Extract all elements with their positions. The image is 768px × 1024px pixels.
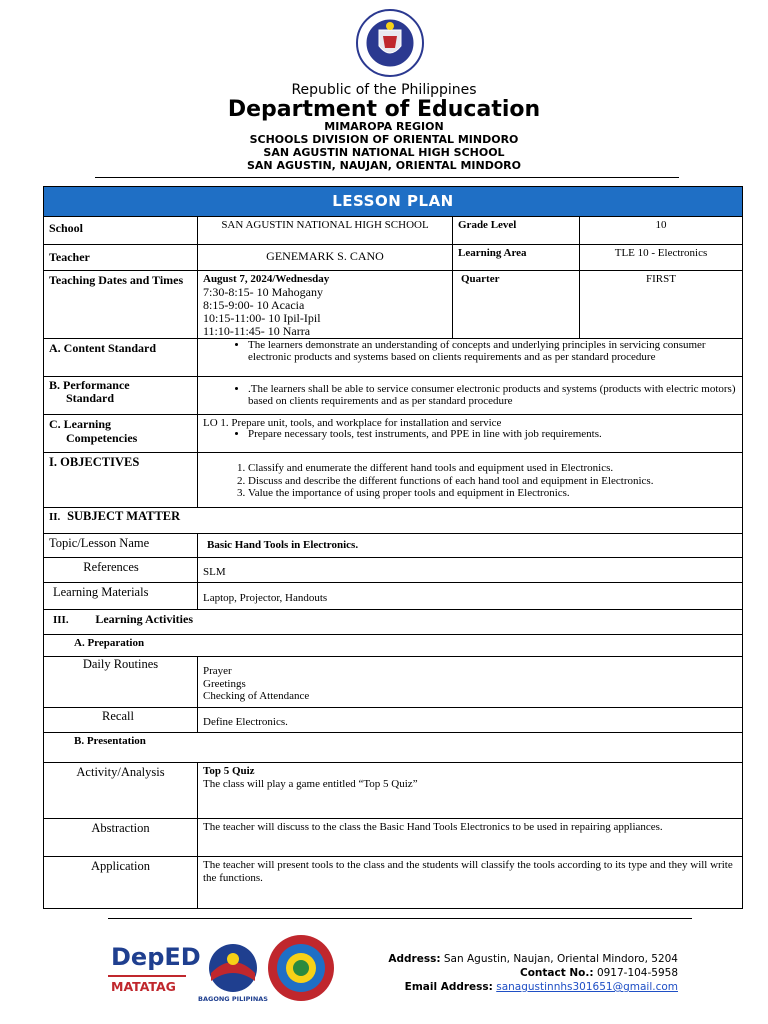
activity-label: Activity/Analysis — [44, 763, 198, 818]
recall-row — [44, 707, 742, 732]
schedule-item: 8:15-9:00- 10 Acacia — [203, 298, 305, 312]
region-text: MIMAROPA REGION — [324, 120, 444, 133]
presentation-row — [44, 732, 742, 762]
application-label: Application — [44, 857, 198, 908]
school-label: School — [44, 217, 198, 244]
application-text: The teacher will present tools to the class and the students will classify the tools according to its type and they will write the functions. — [203, 859, 733, 884]
address-label: Address: — [388, 953, 441, 965]
abstraction-row — [44, 818, 742, 856]
teacher-label: Teacher — [44, 245, 198, 270]
references-value: SLM — [203, 566, 226, 578]
schedule-item: 10:15-11:00- 10 Ipil-Ipil — [203, 311, 321, 325]
email-line — [388, 980, 678, 994]
objectives-cell — [198, 453, 742, 507]
schedule-item: 11:10-11:45- 10 Narra — [203, 324, 311, 338]
competency-bullet: • Prepare necessary tools, test instruments, and PPE in line with job requirements. — [248, 429, 737, 441]
content-standard-text: • The learners demonstrate an understanding of concepts and underlying principles in servicing consumer electronic products and systems based on clients requirements and as per standard procedure — [248, 340, 737, 363]
subject-matter-row — [44, 507, 742, 533]
address-value: San Agustin, Naujan, Oriental Mindoro, 5204 — [443, 953, 678, 965]
routines-cell — [198, 657, 742, 707]
footer-logos — [108, 935, 338, 1005]
recall-value: Define Electronics. — [203, 716, 288, 728]
references-row — [44, 557, 742, 582]
republic-text: Republic of the Philippines — [291, 82, 477, 98]
bagong-pilipinas-logo — [198, 944, 268, 1003]
abstraction-text: The teacher will discuss to the class the Basic Hand Tools Electronics to be used in repairing appliances. — [203, 821, 663, 833]
topic-value: Basic Hand Tools in Electronics. — [207, 539, 359, 551]
content-standard-row — [44, 338, 742, 376]
activities-num: III. — [53, 614, 69, 626]
presentation-label: B. Presentation — [74, 735, 146, 747]
email-label: Email Address: — [404, 981, 493, 993]
contact-value: 0917-104-5958 — [596, 967, 678, 979]
competencies-label — [44, 415, 198, 452]
topic-label: Topic/Lesson Name — [44, 534, 198, 557]
teacher-value: GENEMARK S. CANO — [198, 245, 453, 270]
lesson-plan-table — [43, 186, 743, 909]
location-text: SAN AGUSTIN, NAUJAN, ORIENTAL MINDORO — [247, 159, 521, 172]
matatag-text: MATATAG — [111, 979, 176, 994]
dates-value — [198, 271, 453, 338]
objective-item: 1. Classify and enumerate the different hand tools and equipment used in Electronics. — [248, 462, 737, 475]
activity-text: The class will play a game entitled “Top 5 Quiz” — [203, 777, 418, 790]
quarter-value: FIRST — [646, 273, 676, 285]
contact-label: Contact No.: — [520, 967, 594, 979]
subject-matter-heading — [44, 508, 742, 533]
subject-matter-num: II. — [49, 511, 61, 523]
department-title: Department of Education — [227, 97, 541, 122]
lo-text: LO 1. Prepare unit, tools, and workplace for installation and service — [203, 417, 502, 429]
lesson-plan-title: LESSON PLAN — [44, 187, 742, 216]
subject-matter-label: SUBJECT MATTER — [67, 509, 181, 523]
footer-divider — [108, 918, 692, 919]
dates-label: Teaching Dates and Times — [44, 271, 198, 338]
schedule-item: 7:30-8:15- 10 Mahogany — [203, 285, 323, 299]
objectives-row — [44, 452, 742, 507]
objective-item: 3. Value the importance of using proper tools and equipment in Electronics. — [248, 487, 737, 500]
performance-label-line: B. Performance — [49, 378, 130, 392]
routines-label: Daily Routines — [44, 657, 198, 707]
preparation-label: A. Preparation — [74, 637, 145, 649]
objective-item: 2. Discuss and describe the different functions of each hand tool and equipment in Electronics. — [248, 475, 737, 488]
content-standard-label: A. Content Standard — [44, 339, 198, 376]
school-row — [44, 216, 742, 244]
activity-title: Top 5 Quiz — [203, 765, 255, 777]
activities-heading — [44, 610, 742, 634]
content-standard-cell — [198, 339, 742, 376]
application-row — [44, 856, 742, 908]
references-label: References — [44, 558, 198, 582]
materials-label: Learning Materials — [44, 583, 198, 609]
activity-row — [44, 762, 742, 818]
school-seal-logo — [268, 935, 334, 1001]
deped-logo-text: DepED — [111, 943, 201, 971]
contact-line — [388, 966, 678, 980]
school-value: SAN AGUSTIN NATIONAL HIGH SCHOOL — [198, 217, 453, 244]
performance-standard-row — [44, 376, 742, 414]
objectives-label: I. OBJECTIVES — [44, 453, 198, 507]
quarter-label: Quarter — [453, 271, 580, 338]
performance-label-line: Standard — [66, 391, 115, 405]
footer-address-block — [388, 952, 678, 994]
dates-row — [44, 270, 742, 338]
abstraction-label: Abstraction — [44, 819, 198, 856]
activity-cell — [198, 763, 742, 818]
preparation-row — [44, 634, 742, 656]
area-label: Learning Area — [453, 245, 580, 270]
topic-row — [44, 533, 742, 557]
teacher-row — [44, 244, 742, 270]
routine-item: Prayer — [203, 665, 232, 677]
performance-standard-cell — [198, 377, 742, 414]
competencies-label-line: C. Learning — [49, 417, 112, 431]
materials-value: Laptop, Projector, Handouts — [203, 592, 328, 604]
area-value: TLE 10 - Electronics — [614, 247, 708, 259]
competencies-cell — [198, 415, 742, 452]
dates-day: August 7, 2024/Wednesday — [203, 273, 330, 285]
grade-label: Grade Level — [453, 217, 580, 244]
competencies-label-line: Competencies — [66, 431, 138, 445]
deped-seal-logo — [355, 8, 425, 78]
competencies-row — [44, 414, 742, 452]
recall-label: Recall — [44, 708, 198, 732]
school-name-text: SAN AGUSTIN NATIONAL HIGH SCHOOL — [263, 146, 505, 159]
materials-row — [44, 582, 742, 609]
address-line — [388, 952, 678, 966]
performance-standard-text: • .The learners shall be able to service consumer electronic products and systems (products with electric motors) based on clients requirements and as per standard procedure — [248, 384, 737, 407]
routine-item: Checking of Attendance — [203, 690, 310, 702]
performance-standard-label — [44, 377, 198, 414]
division-text: SCHOOLS DIVISION OF ORIENTAL MINDORO — [249, 133, 519, 146]
header-divider — [95, 177, 679, 178]
activities-row — [44, 609, 742, 634]
deped-matatag-logo — [108, 935, 201, 994]
grade-value: 10 — [655, 219, 667, 231]
routine-item: Greetings — [203, 677, 246, 690]
bagong-pilipinas-text: BAGONG PILIPINAS — [198, 995, 268, 1003]
activities-label: Learning Activities — [95, 612, 194, 626]
routines-row — [44, 656, 742, 707]
email-link[interactable]: sanagustinnhs301651@gmail.com — [496, 981, 678, 993]
